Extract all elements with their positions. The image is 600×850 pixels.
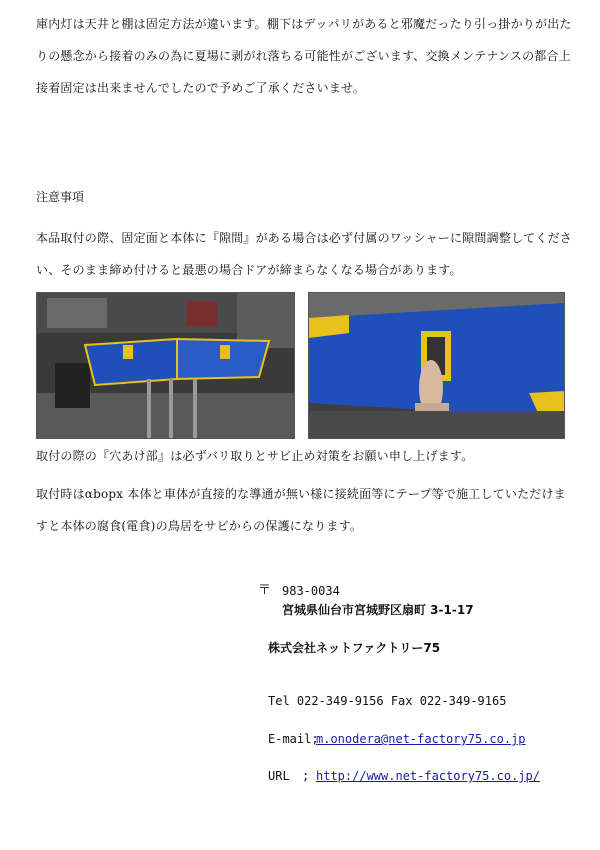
postal-code: 983-0034 (282, 584, 340, 598)
photo-panels-illustration (37, 293, 294, 438)
tel-fax: Tel 022-349-9156 Fax 022-349-9165 (268, 694, 507, 708)
notice-paragraph: 本品取付の際、固定面と本体に『隙間』がある場合は必ず付属のワッシャーに隙間調整してください、そのまま締め付けると最悪の場合ドアが締まらなくなる場合があります。 (36, 231, 572, 277)
address: 宮城県仙台市宮城野区扇町 3-1-17 (282, 603, 474, 617)
photo-panels-on-stand (36, 292, 295, 439)
email-link[interactable]: m.onodera@net-factory75.co.jp (316, 732, 526, 746)
website-link[interactable]: http://www.net-factory75.co.jp/ (316, 769, 540, 783)
photo-switch-closeup (308, 292, 565, 439)
photo-switch-illustration (309, 293, 564, 438)
intro-paragraph: 庫内灯は天井と棚は固定方法が違います。棚下はデッパリがあると邪魔だったり引っ掛かりが出たりの懸念から接着のみの為に夏場に剥がれ落ちる可能性がございます、交換メンテナンスの都合上接着固定は出来ませんでしたので予めご了承くださいませ。 (36, 17, 572, 95)
company-name: 株式会社ネットファクトリー75 (268, 641, 441, 655)
url-label: URL (268, 769, 290, 783)
drill-paragraph: 取付の際の『穴あけ部』は必ずバリ取りとサビ止め対策をお願い申し上げます。 (36, 449, 474, 463)
postal-mark: 〒 (258, 583, 272, 598)
email-label: E-mail; (268, 732, 319, 746)
url-separator: ; (302, 769, 310, 783)
conduct-paragraph: 取付時はαbopx 本体と車体が直接的な導通が無い様に接続面等にテープ等で施工していただけますと本体の腐食(電食)の鳥居をサビからの保護になります。 (36, 487, 566, 533)
notice-heading: 注意事項 (36, 190, 85, 204)
